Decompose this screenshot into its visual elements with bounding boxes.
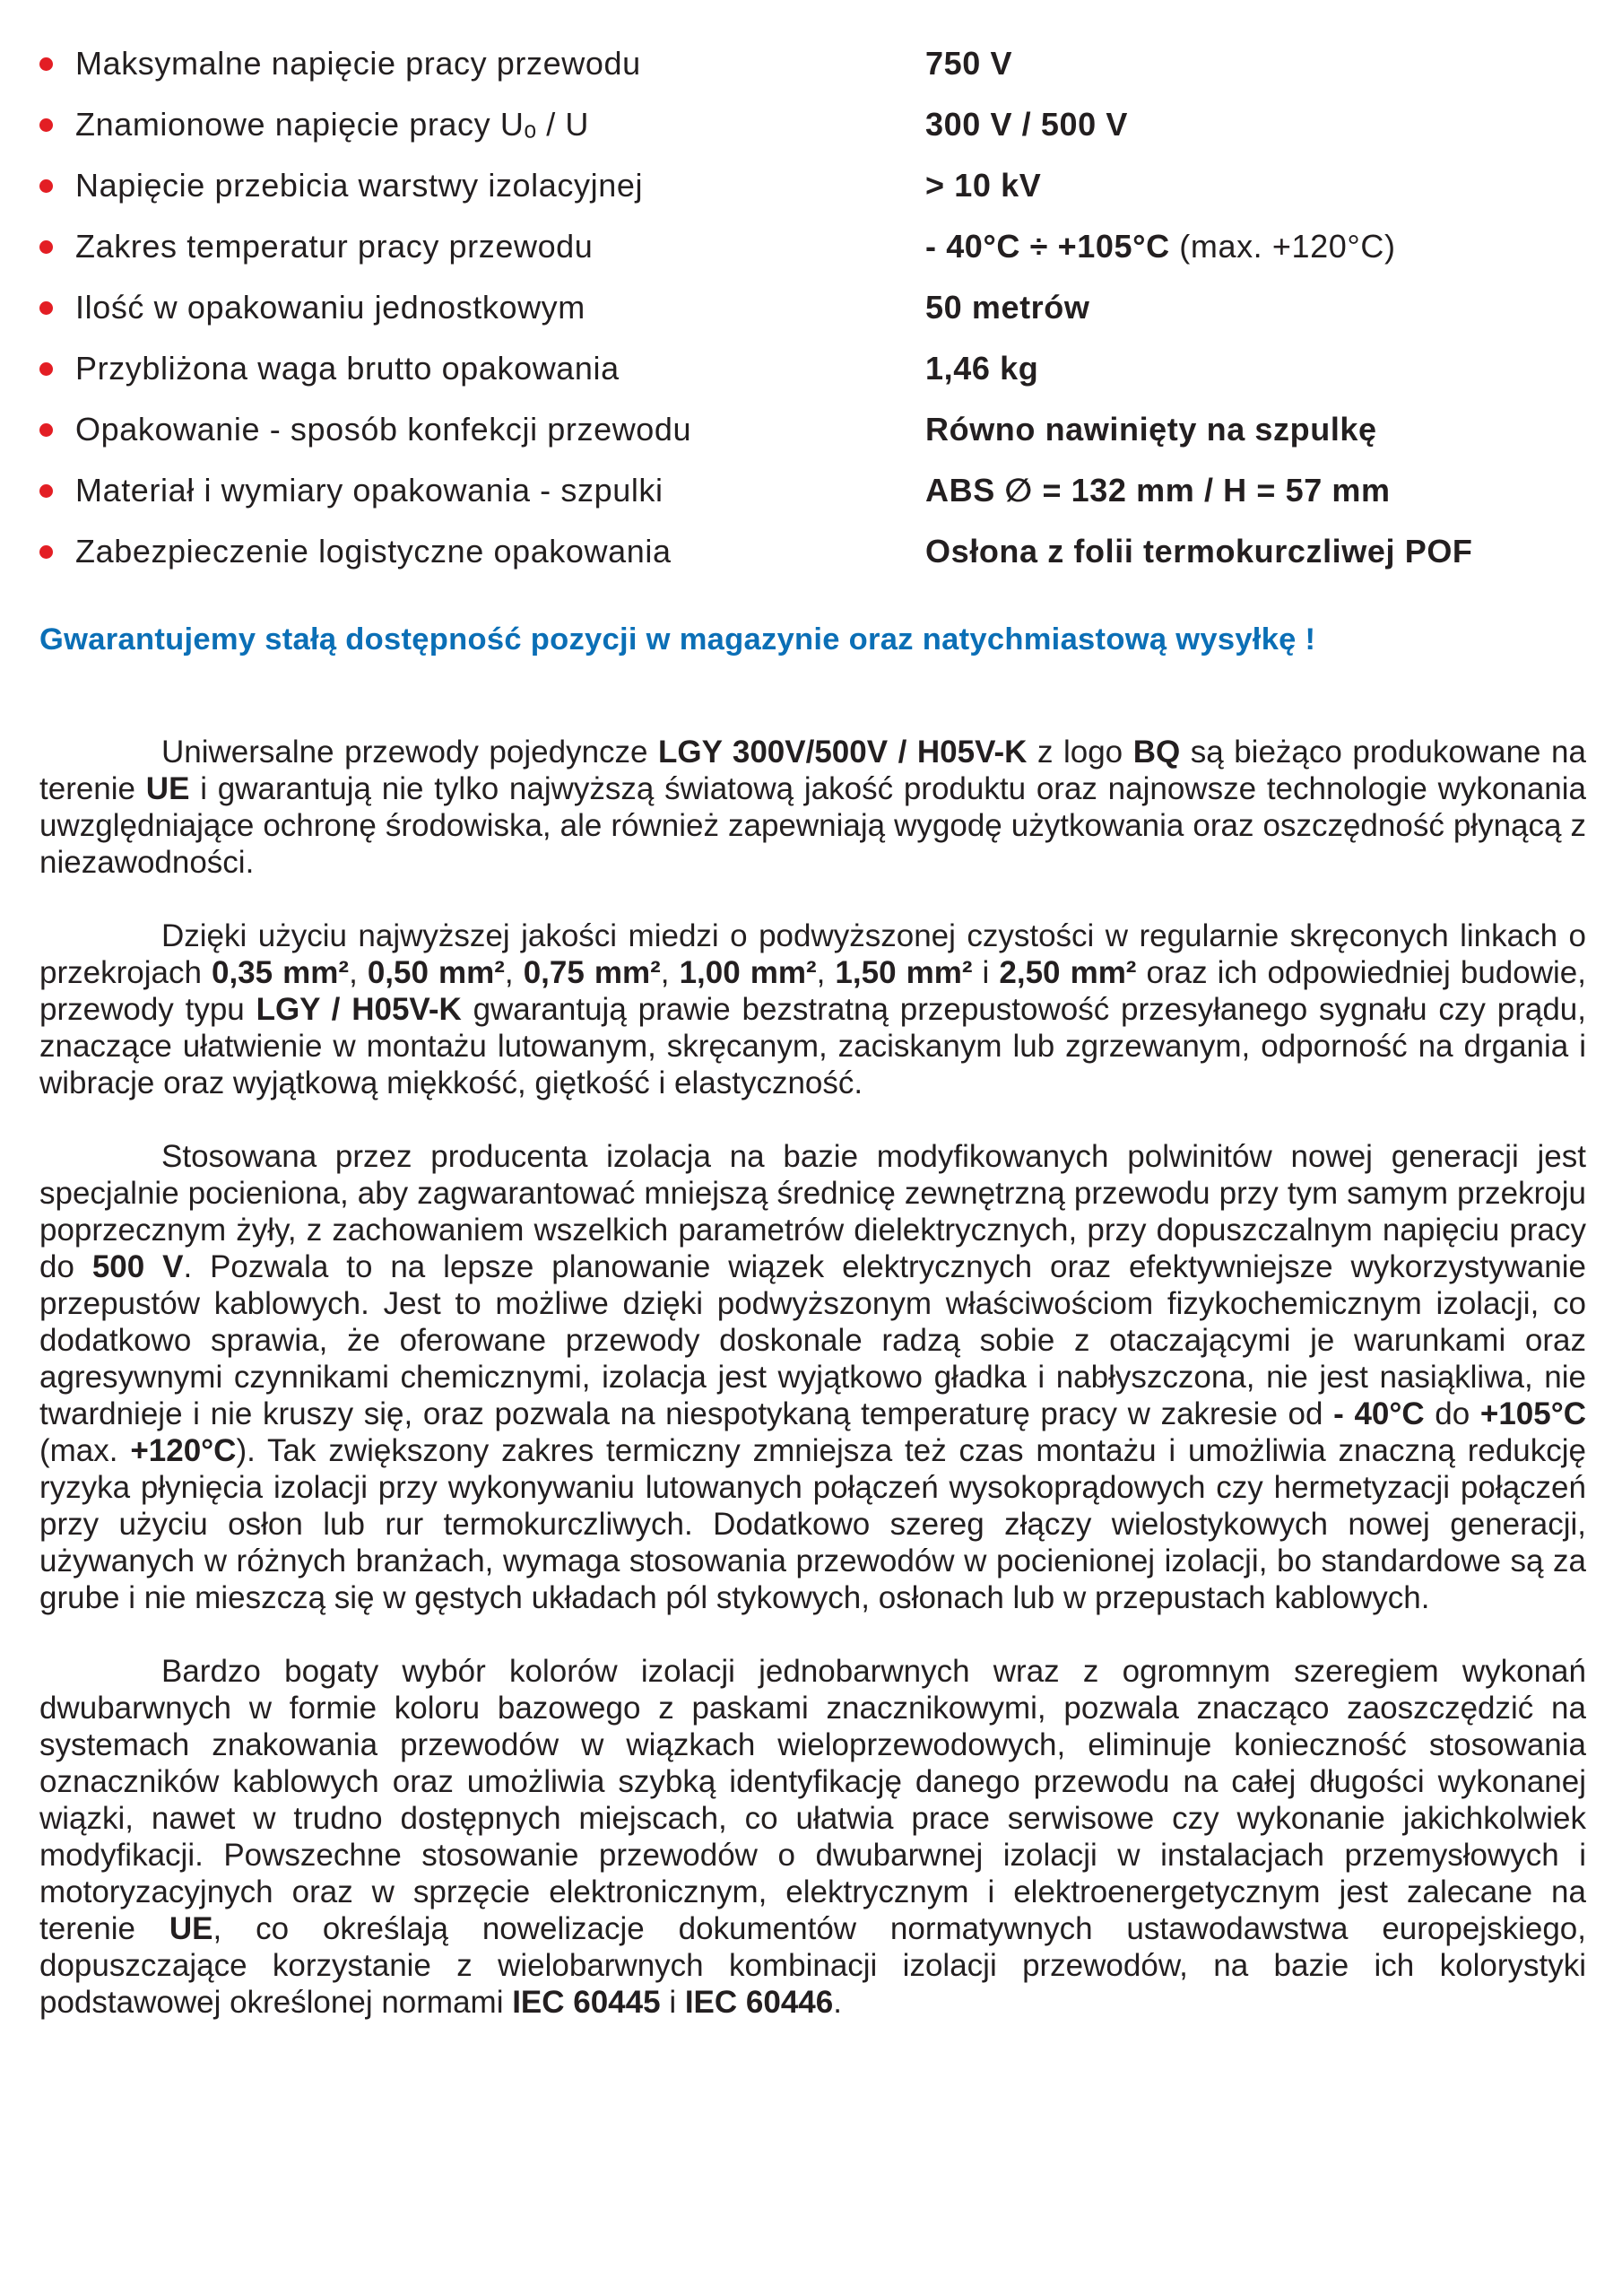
spec-row xyxy=(38,468,1580,529)
spec-row xyxy=(38,224,1580,285)
spec-label: Materiał i wymiary opakowania - szpulki xyxy=(75,472,664,509)
bullet-icon xyxy=(39,484,53,498)
paragraph: Stosowana przez producenta izolacja na bazie modyfikowanych polwinitów nowej generacji jest specjalnie pocieniona, aby zagwarantować mniejszą średnicę zewnętrzną przewodu przy tym samym przekroju poprzecznym żyły, z zachowaniem wszelkich parametrów dielektrycznych, przy dopuszczalnym napięciu pracy do 500 V. Pozwala to na lepsze planowanie wiązek elektrycznych oraz efektywniejsze wykorzystywanie przepustów kablowych. Jest to możliwe dzięki podwyższonym właściwościom fizykochemicznym izolacji, co dodatkowo sprawia, że oferowane przewody doskonale radzą sobie z otaczającymi je warunkami oraz agresywnymi czynnikami chemicznymi, izolacja jest wyjątkowo gładka i nabłyszczona, nie jest nasiąkliwa, nie twardnieje i nie kruszy się, oraz pozwala na niespotykaną temperaturę pracy w zakresie od - 40°C do +105°C (max. +120°C). Tak zwiększony zakres termiczny zmniejsza też czas montażu i umożliwia znaczną redukcję ryzyka płynięcia izolacji przy wykonywaniu lutowanych połączeń wysokoprądowych czy hermetyzacji połączeń przy użyciu osłon lub rur termokurczliwych. Dodatkowo szereg złączy wielostykowych nowej generacji, używanych w różnych branżach, wymaga stosowania przewodów w pocienionej izolacji, bo standardowe są za grube i nie mieszczą się w gęstych układach pól stykowych, osłonach lub w przepustach kablowych. xyxy=(39,1139,1587,1615)
spec-row xyxy=(38,41,1580,102)
spec-label: Napięcie przebicia warstwy izolacyjnej xyxy=(75,167,644,204)
spec-value: ABS ∅ = 132 mm / H = 57 mm xyxy=(925,472,1391,509)
bullet-icon xyxy=(39,179,53,193)
paragraph: Dzięki użyciu najwyższej jakości miedzi o podwyższonej czystości w regularnie skręconych linkach o przekrojach 0,35 mm², 0,50 mm², 0,75 mm², 1,00 mm², 1,50 mm² i 2,50 mm² oraz ich odpowiedniej budowie, przewody typu LGY / H05V-K gwarantują prawie bezstratną przepustowość przesyłanego sygnału czy prądu, znaczące ułatwienie w montażu lutowanym, skręcanym, zaciskanym lub zgrzewanym, odporność na drgania i wibracje oraz wyjątkową miękkość, giętkość i elastyczność. xyxy=(39,918,1586,1100)
spec-label: Przybliżona waga brutto opakowania xyxy=(75,350,620,387)
spec-value-main: - 40°C ÷ +105°C xyxy=(925,228,1170,265)
spec-value: 50 metrów xyxy=(925,289,1090,326)
bullet-icon xyxy=(39,118,53,132)
bullet-icon xyxy=(39,362,53,376)
spec-row xyxy=(38,529,1580,590)
availability-headline: Gwarantujemy stałą dostępność pozycji w magazynie oraz natychmiastową wysyłkę ! xyxy=(39,622,1316,657)
spec-label: Maksymalne napięcie pracy przewodu xyxy=(75,45,641,82)
spec-value xyxy=(925,224,1396,269)
spec-label: Zabezpieczenie logistyczne opakowania xyxy=(75,533,672,570)
paragraph: Bardzo bogaty wybór kolorów izolacji jednobarwnych wraz z ogromnym szeregiem wykonań dwubarwnych w formie koloru bazowego z paskami znacznikowymi, pozwala znacząco zaoszczędzić na systemach znakowania przewodów w wiązkach wieloprzewodowych, eliminuje konieczność stosowania oznaczników kablowych oraz umożliwia szybką identyfikację danego przewodu na całej długości wykonanej wiązki, nawet w trudno dostępnych miejscach, co ułatwia prace serwisowe czy wykonanie jakichkolwiek modyfikacji. Powszechne stosowanie przewodów o dwubarwnej izolacji w instalacjach przemysłowych i motoryzacyjnych oraz w sprzęcie elektronicznym, elektrycznym i elektroenergetycznym jest zalecane na terenie UE, co określają nowelizacje dokumentów normatywnych ustawodawstwa europejskiego, dopuszczające korzystanie z wielobarwnych kombinacji izolacji przewodów, na bazie ich kolorystyki podstawowej określonej normami IEC 60445 i IEC 60446. xyxy=(39,1654,1586,2020)
spec-row xyxy=(38,346,1580,407)
spec-value: 750 V xyxy=(925,45,1013,82)
spec-row xyxy=(38,163,1580,224)
bullet-icon xyxy=(39,301,53,315)
spec-value: 300 V / 500 V xyxy=(925,106,1128,143)
spec-label: Zakres temperatur pracy przewodu xyxy=(75,228,594,265)
spec-label: Znamionowe napięcie pracy Uₒ / U xyxy=(75,106,590,143)
bullet-icon xyxy=(39,57,53,71)
spec-value: Równo nawinięty na szpulkę xyxy=(925,411,1377,448)
spec-label: Ilość w opakowaniu jednostkowym xyxy=(75,289,585,326)
spec-value: > 10 kV xyxy=(925,167,1042,204)
bullet-icon xyxy=(39,240,53,254)
spec-value: Osłona z folii termokurczliwej POF xyxy=(925,533,1473,570)
spec-row xyxy=(38,102,1580,163)
bullet-icon xyxy=(39,423,53,437)
spec-row xyxy=(38,285,1580,346)
spec-label: Opakowanie - sposób konfekcji przewodu xyxy=(75,411,692,448)
bullet-icon xyxy=(39,545,53,559)
paragraph: Uniwersalne przewody pojedyncze LGY 300V/500V / H05V-K z logo BQ są bieżąco produkowane na terenie UE i gwarantują nie tylko najwyższą światową jakość produktu oraz najnowsze technologie wykonania uwzględniające ochronę środowiska, ale również zapewniają wygodę użytkowania oraz oszczędność płynącą z niezawodności. xyxy=(39,735,1586,880)
body-text xyxy=(39,734,1586,2057)
spec-value: 1,46 kg xyxy=(925,350,1039,387)
spec-list xyxy=(38,41,1580,590)
spec-value-extra: (max. +120°C) xyxy=(1179,228,1396,265)
spec-row xyxy=(38,407,1580,468)
